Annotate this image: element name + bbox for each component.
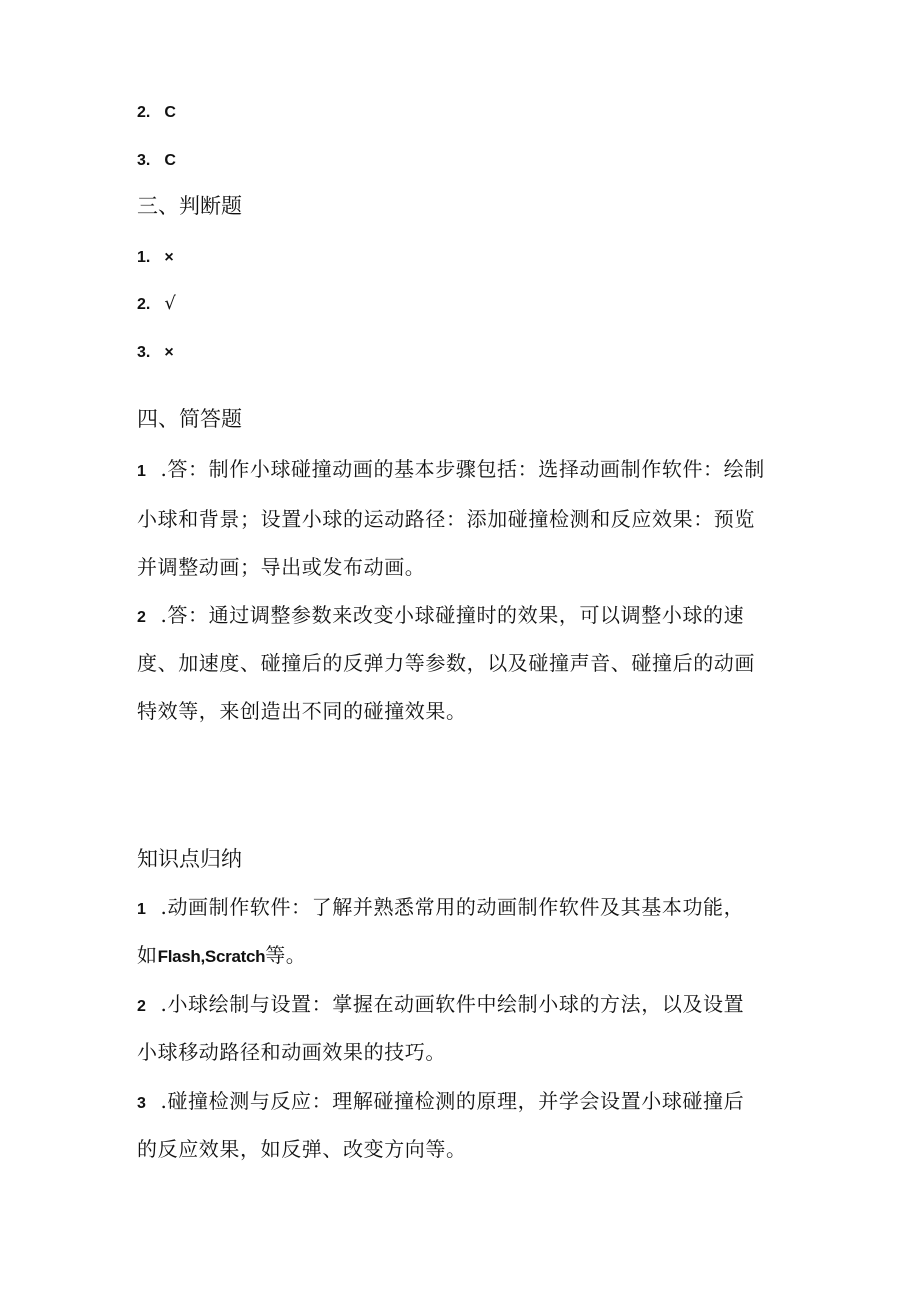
item-number: 2 [137, 998, 147, 1015]
item-number: 1. [137, 249, 151, 266]
short-answer-1-line-2: 小球和背景；设置小球的运动路径：添加碰撞检测和反应效果：预览 [137, 507, 755, 531]
short-answer-2-line-2: 度、加速度、碰撞后的反弹力等参数，以及碰撞声音、碰撞后的动画 [137, 651, 755, 675]
short-answer-1-line-3: 并调整动画；导出或发布动画。 [137, 555, 426, 579]
item-answer: × [164, 344, 174, 361]
knowledge-2-line-2: 小球移动路径和动画效果的技巧。 [137, 1040, 446, 1064]
software-names: Flash,Scratch [157, 947, 266, 966]
choice-answer-2 [137, 96, 176, 127]
judgment-answer-3 [137, 336, 174, 367]
item-number: 3 [137, 1095, 147, 1112]
knowledge-2-line-1 [137, 990, 744, 1021]
short-answer-1-line-1 [137, 455, 765, 486]
knowledge-3-line-2: 的反应效果，如反弹、改变方向等。 [137, 1137, 467, 1161]
paragraph-text: .答：通过调整参数来改变小球碰撞时的效果，可以调整小球的速 [160, 603, 745, 627]
section-heading-short-answer: 四、简答题 [137, 407, 242, 431]
item-number: 1 [137, 463, 147, 480]
item-answer: × [164, 249, 174, 266]
judgment-answer-1 [137, 241, 174, 272]
item-number: 3. [137, 152, 151, 169]
knowledge-3-line-1 [137, 1087, 744, 1118]
item-answer: C [164, 152, 176, 169]
paragraph-text: .碰撞检测与反应：理解碰撞检测的原理，并学会设置小球碰撞后 [160, 1089, 745, 1113]
paragraph-text: .动画制作软件：了解并熟悉常用的动画制作软件及其基本功能， [160, 895, 745, 919]
paragraph-text: .答：制作小球碰撞动画的基本步骤包括：选择动画制作软件：绘制 [160, 457, 765, 481]
paragraph-text: 如 [137, 943, 158, 967]
short-answer-2-line-3: 特效等，来创造出不同的碰撞效果。 [137, 699, 467, 723]
paragraph-text: .小球绘制与设置：掌握在动画软件中绘制小球的方法，以及设置 [160, 992, 745, 1016]
knowledge-1-line-2 [137, 941, 306, 971]
item-number: 1 [137, 901, 147, 918]
item-number: 3. [137, 344, 151, 361]
item-number: 2. [137, 296, 151, 313]
item-number: 2 [137, 609, 147, 626]
item-number: 2. [137, 104, 151, 121]
section-heading-judgment: 三、判断题 [137, 194, 242, 218]
paragraph-text: 等。 [265, 943, 307, 967]
item-answer: √ [164, 293, 176, 314]
item-answer: C [164, 104, 176, 121]
knowledge-1-line-1 [137, 893, 744, 924]
section-heading-knowledge: 知识点归纳 [137, 847, 242, 871]
short-answer-2-line-1 [137, 601, 744, 632]
judgment-answer-2 [137, 288, 176, 319]
choice-answer-3 [137, 144, 176, 175]
